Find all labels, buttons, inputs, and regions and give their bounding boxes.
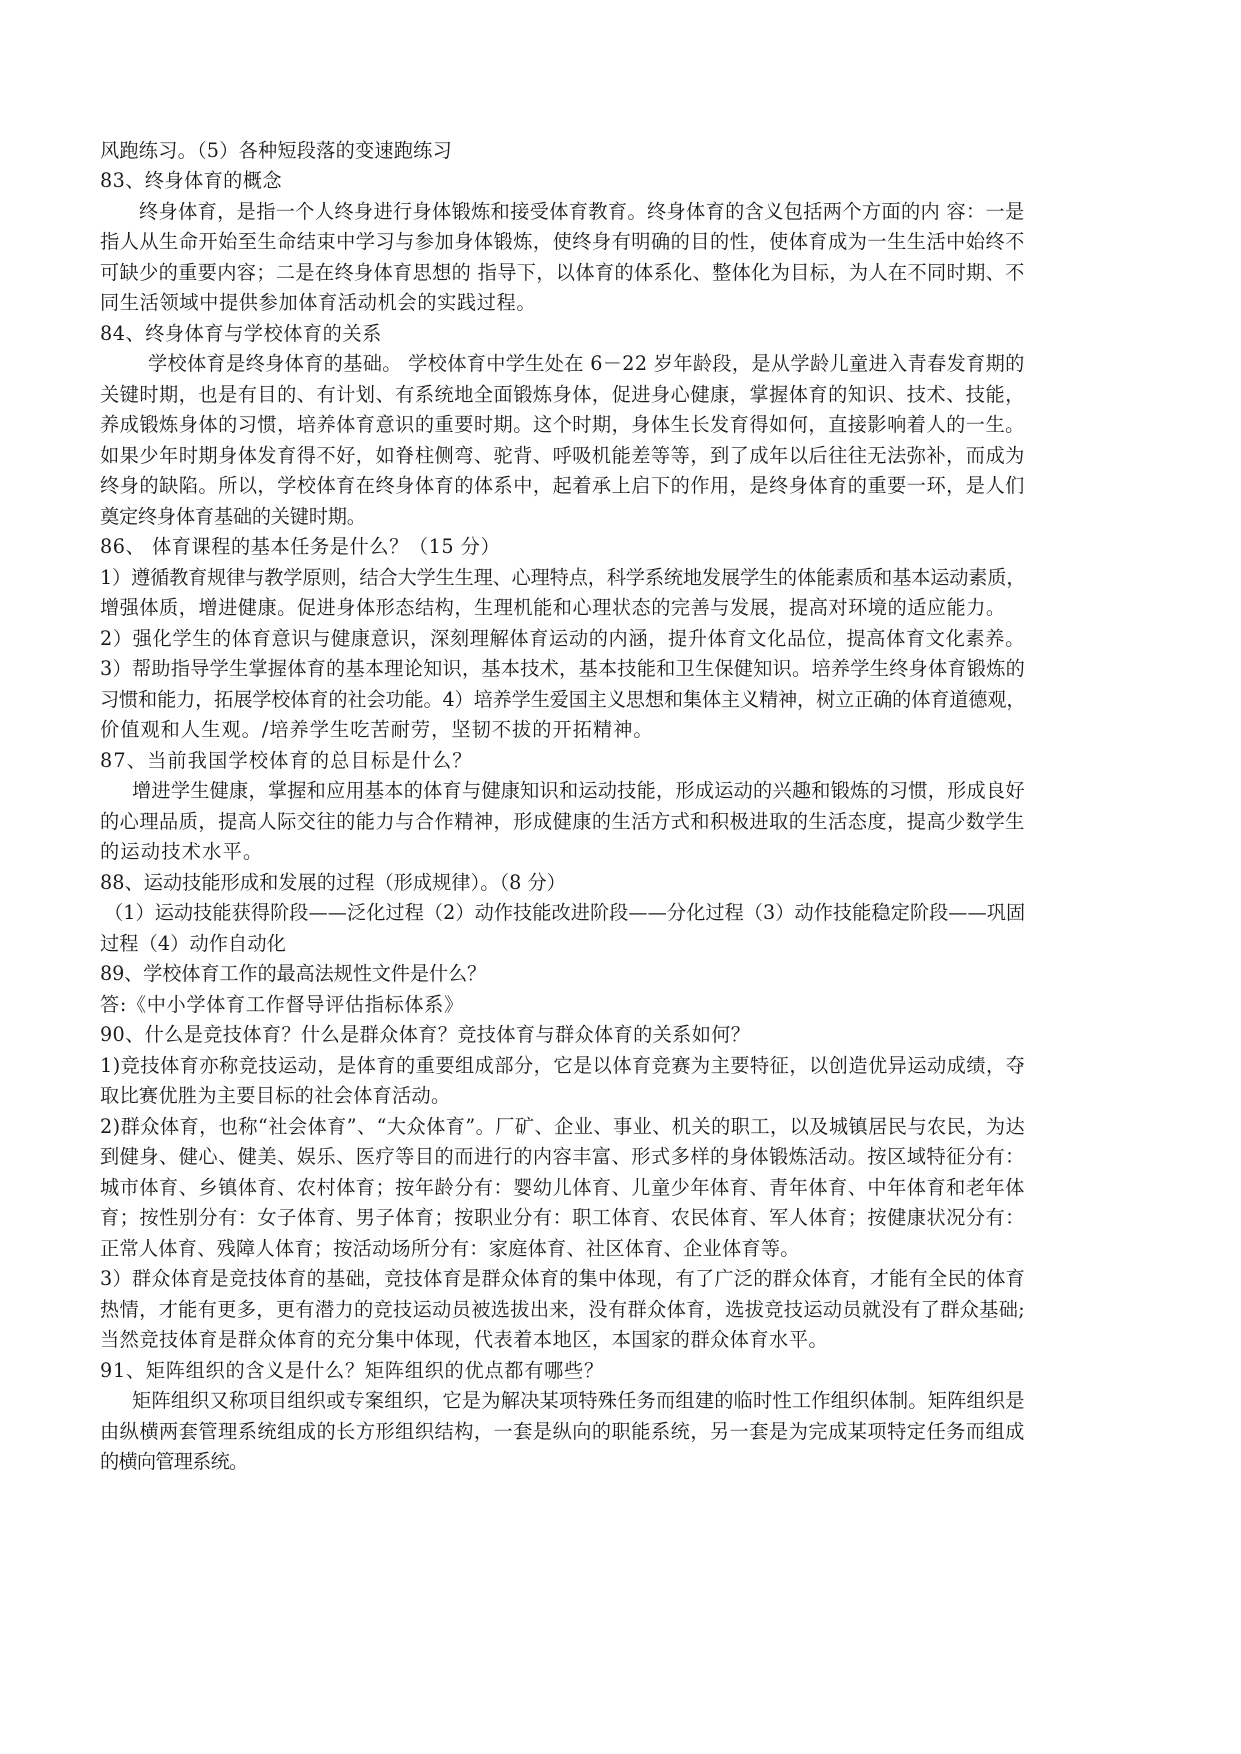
text-line: 风跑练习。（5）各种短段落的变速跑练习 bbox=[100, 139, 452, 162]
text-line: 城市体育、乡镇体育、农村体育；按年龄分有：婴幼儿体育、儿童少年体育、青年体育、中年体育和老年体 bbox=[100, 1176, 1025, 1199]
text-line: 习惯和能力，拓展学校体育的社会功能。4）培养学生爱国主义思想和集体主义精神，树立正确的体育道德观， bbox=[100, 688, 1026, 711]
text-line: 如果少年时期身体发育得不好，如脊柱侧弯、驼背、呼吸机能差等等，到了成年以后往往无法弥补，而成为 bbox=[100, 444, 1025, 467]
text-line: 终身的缺陷。所以，学校体育在终身体育的体系中，起着承上启下的作用，是终身体育的重要一环，是人们 bbox=[100, 474, 1025, 497]
text-line: 1）遵循教育规律与教学原则，结合大学生生理、心理特点，科学系统地发展学生的体能素质和基本运动素质， bbox=[100, 566, 1026, 589]
text-line: 终身体育，是指一个人终身进行身体锻炼和接受体育教育。终身体育的含义包括两个方面的内 容：一是 bbox=[139, 200, 1025, 223]
text-line: 关键时期，也是有目的、有计划、有系统地全面锻炼身体，促进身心健康，掌握体育的知识、技术、技能， bbox=[100, 383, 1025, 406]
text-line: （1）运动技能获得阶段——泛化过程（2）动作技能改进阶段——分化过程（3）动作技能稳定阶段——巩固 bbox=[104, 901, 1026, 924]
text-line: 89、学校体育工作的最高法规性文件是什么？ bbox=[100, 962, 487, 985]
text-line: 83、终身体育的概念 bbox=[100, 169, 282, 192]
text-line: 增进学生健康，掌握和应用基本的体育与健康知识和运动技能，形成运动的兴趣和锻炼的习惯，形成良好 bbox=[132, 779, 1025, 802]
text-line: 91、矩阵组织的含义是什么？矩阵组织的优点都有哪些？ bbox=[100, 1359, 604, 1382]
text-line: 87、当前我国学校体育的总目标是什么？ bbox=[100, 749, 473, 772]
text-line: 的心理品质，提高人际交往的能力与合作精神，形成健康的生活方式和积极进取的生活态度，提高少数学生 bbox=[100, 810, 1025, 833]
text-line: 86、 体育课程的基本任务是什么？（15 分） bbox=[100, 535, 501, 558]
text-line: 价值观和人生观。/培养学生吃苦耐劳，坚韧不拔的开拓精神。 bbox=[100, 718, 654, 741]
text-line: 育；按性别分有：女子体育、男子体育；按职业分有：职工体育、农民体育、军人体育；按健康状况分有： bbox=[100, 1206, 1025, 1229]
text-line: 2)群众体育，也称“社会体育”、“大众体育”。厂矿、企业、事业、机关的职工，以及城镇居民与农民，为达 bbox=[100, 1115, 1026, 1138]
text-line: 奠定终身体育基础的关键时期。 bbox=[100, 505, 366, 528]
text-line: 指人从生命开始至生命结束中学习与参加身体锻炼，使终身有明确的目的性，使体育成为一生生活中始终不 bbox=[100, 230, 1025, 253]
text-line: 正常人体育、残障人体育；按活动场所分有：家庭体育、社区体育、企业体育等。 bbox=[100, 1237, 800, 1260]
text-line: 3）群众体育是竞技体育的基础，竞技体育是群众体育的集中体现，有了广泛的群众体育，才能有全民的体育 bbox=[100, 1267, 1026, 1290]
text-line: 取比赛优胜为主要目标的社会体育活动。 bbox=[100, 1084, 451, 1107]
text-line: 答:《中小学体育工作督导评估指标体系》 bbox=[100, 993, 464, 1016]
text-line: 的横向管理系统。 bbox=[100, 1450, 248, 1473]
text-line: 热情，才能有更多，更有潜力的竞技运动员被选拔出来，没有群众体育，选拔竞技运动员就没有了群众基础; bbox=[100, 1298, 1026, 1321]
text-line: 同生活领域中提供参加体育活动机会的实践过程。 bbox=[100, 291, 537, 314]
text-line: 增强体质，增进健康。促进身体形态结构，生理机能和心理状态的完善与发展，提高对环境的适应能力。 bbox=[100, 596, 1006, 619]
text-line: 由纵横两套管理系统组成的长方形组织结构，一套是纵向的职能系统，另一套是为完成某项特定任务而组成 bbox=[100, 1420, 1025, 1443]
text-line: 的运动技术水平。 bbox=[100, 840, 264, 863]
text-line: 2）强化学生的体育意识与健康意识，深刻理解体育运动的内涵，提升体育文化品位，提高体育文化素养。 bbox=[100, 627, 1025, 650]
text-line: 矩阵组织又称项目组织或专案组织，它是为解决某项特殊任务而组建的临时性工作组织体制。矩阵组织是 bbox=[132, 1389, 1025, 1412]
text-line: 到健身、健心、健美、娱乐、医疗等目的而进行的内容丰富、形式多样的身体锻炼活动。按区域特征分有： bbox=[100, 1145, 1025, 1168]
text-line: 过程（4）动作自动化 bbox=[100, 932, 286, 955]
text-line: 当然竞技体育是群众体育的充分集中体现，代表着本地区，本国家的群众体育水平。 bbox=[100, 1328, 829, 1351]
text-line: 1)竞技体育亦称竞技运动，是体育的重要组成部分，它是以体育竞赛为主要特征，以创造优异运动成绩，夺 bbox=[100, 1054, 1026, 1077]
text-line: 养成锻炼身体的习惯，培养体育意识的重要时期。这个时期，身体生长发育得如何，直接影响着人的一生。 bbox=[100, 413, 1025, 436]
text-line: 学校体育是终身体育的基础。 学校体育中学生处在 6－22 岁年龄段，是从学龄儿童进入青春发育期的 bbox=[148, 352, 1025, 375]
text-line: 3）帮助指导学生掌握体育的基本理论知识，基本技术，基本技能和卫生保健知识。培养学生终身体育锻炼的 bbox=[100, 657, 1026, 680]
text-line: 88、运动技能形成和发展的过程（形成规律）。（8 分） bbox=[100, 871, 566, 894]
text-line: 84、终身体育与学校体育的关系 bbox=[100, 322, 382, 345]
text-line: 90、什么是竞技体育？什么是群众体育？竞技体育与群众体育的关系如何？ bbox=[100, 1023, 751, 1046]
text-line: 可缺少的重要内容；二是在终身体育思想的 指导下，以体育的体系化、整体化为目标，为人在不同时期、不 bbox=[100, 261, 1025, 284]
